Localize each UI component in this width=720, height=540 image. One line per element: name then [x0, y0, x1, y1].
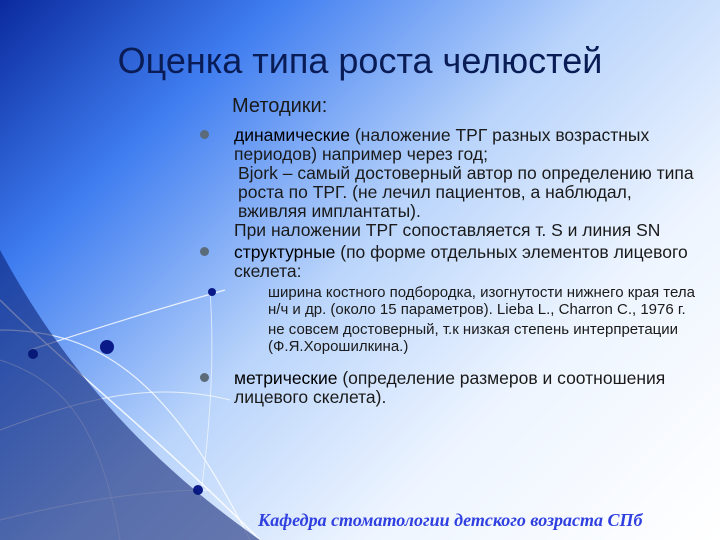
bullet-icon	[200, 130, 209, 139]
item-term: динамические	[234, 125, 350, 145]
footer-department: Кафедра стоматологии детского возраста СПб	[258, 510, 643, 530]
sub-item: не совсем достоверный, т.к низкая степень интерпретации (Ф.Я.Хорошилкина.)	[268, 321, 679, 355]
item-text: (по форме отдельных элементов лицевого скелета:	[234, 242, 688, 281]
bullet-icon	[200, 373, 209, 382]
method-list	[200, 126, 700, 407]
list-item-dynamic	[200, 126, 700, 240]
list-item-metric	[200, 369, 700, 407]
bullet-icon	[200, 247, 209, 256]
item-term: структурные	[234, 242, 336, 262]
sub-item: ширина костного подбородка, изогнутости нижнего края тела н/ч и др. (около 15 параметров). Lieba L., Charron C., 1976 г.	[268, 284, 695, 318]
list-item-structural	[200, 243, 700, 281]
item-term: метрические	[234, 368, 338, 388]
item-text: (определение размеров и соотношения лицевого скелета).	[234, 368, 666, 407]
item-text: (наложение ТРГ разных возрастных периодов) например через год;	[234, 125, 650, 164]
slide-title: Оценка типа роста челюстей	[117, 40, 603, 81]
item-extra: Bjork – самый достоверный автор по определению типа роста по ТРГ. (не лечил пациентов, а наблюдал, вживляя имплантаты).	[238, 163, 694, 221]
item-extra: При наложении ТРГ сопоставляется т. S и линия SN	[234, 220, 661, 240]
slide-subtitle: Методики:	[232, 95, 328, 117]
